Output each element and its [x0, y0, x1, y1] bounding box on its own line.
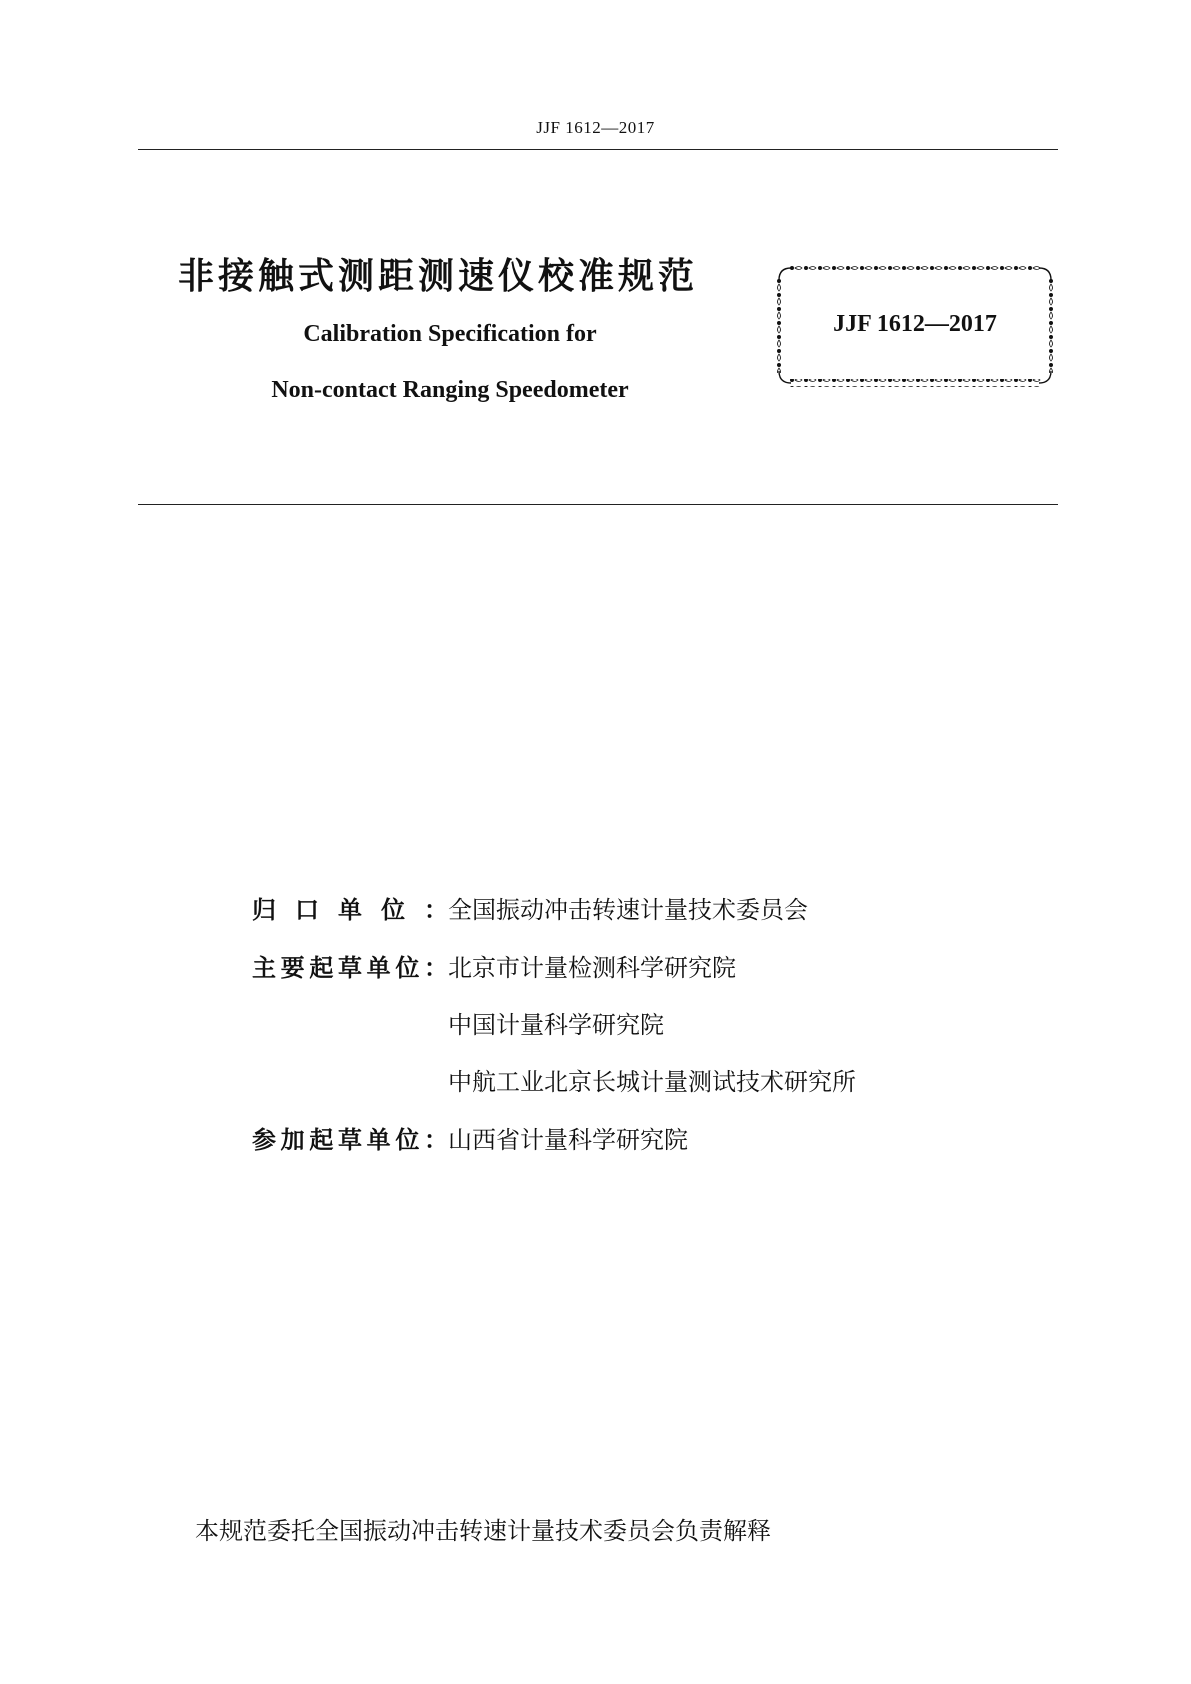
- participating-label: 参加起草单位：: [252, 1126, 448, 1154]
- participating-value: 山西省计量科学研究院: [448, 1126, 688, 1154]
- standard-code-box: [775, 264, 1055, 387]
- standard-code-box-text: JJF 1612—2017: [833, 311, 997, 337]
- bottom-divider: [138, 504, 1058, 505]
- main-drafting-value-1: 北京市计量检测科学研究院: [448, 954, 736, 982]
- main-drafting-row: [252, 948, 736, 983]
- responsible-org-label: 归口单位：: [252, 896, 448, 924]
- responsible-org-value: 全国振动冲击转速计量技术委员会: [448, 896, 808, 924]
- title-chinese: 非接触式测距测速仪校准规范: [178, 256, 699, 297]
- main-drafting-value-2: 中国计量科学研究院: [448, 1011, 664, 1039]
- responsible-org-row: [252, 890, 808, 925]
- title-english-line2: Non-contact Ranging Speedometer: [271, 377, 629, 403]
- main-drafting-value-3: 中航工业北京长城计量测试技术研究所: [448, 1068, 856, 1096]
- header-standard-code: JJF 1612—2017: [536, 118, 655, 137]
- title-english-line1: Calibration Specification for: [303, 321, 597, 347]
- top-divider: [138, 149, 1058, 150]
- participating-row: [252, 1120, 688, 1155]
- interpretation-note: 本规范委托全国振动冲击转速计量技术委员会负责解释: [195, 1517, 771, 1545]
- main-drafting-label: 主要起草单位：: [252, 954, 448, 982]
